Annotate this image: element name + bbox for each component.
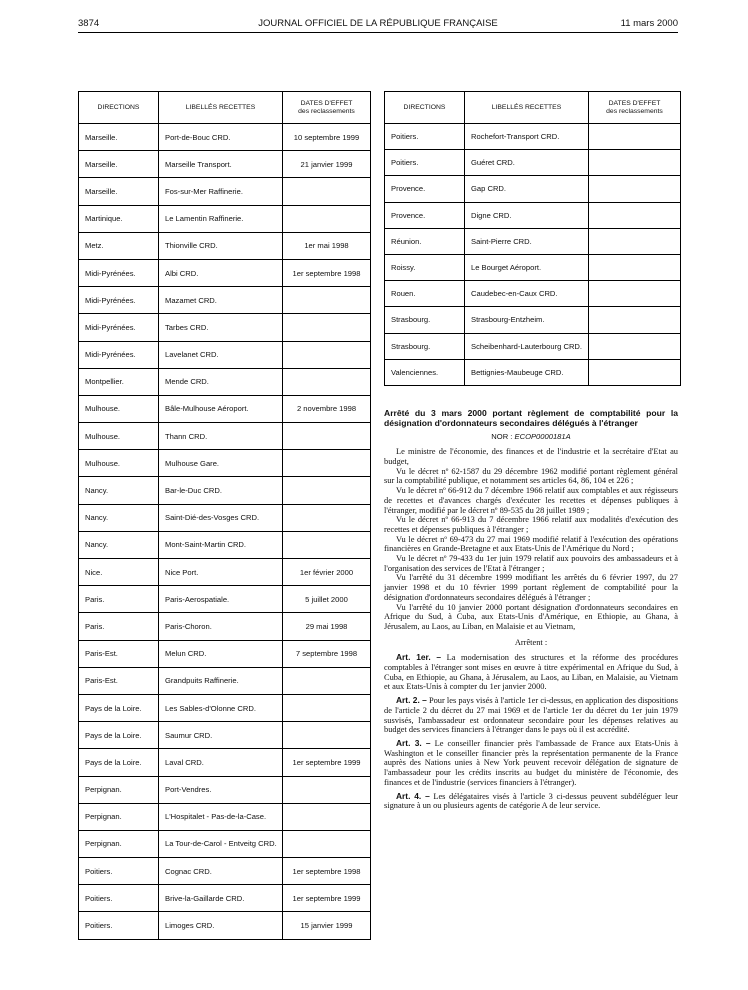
- direction-cell: Mulhouse.: [79, 423, 159, 450]
- col-header-directions: DIRECTIONS: [79, 92, 159, 124]
- libelle-cell: Laval CRD.: [159, 749, 283, 776]
- table-row: [385, 281, 681, 307]
- direction-cell: Paris.: [79, 613, 159, 640]
- libelle-cell: Guéret CRD.: [465, 150, 589, 176]
- libelle-cell: Mazamet CRD.: [159, 287, 283, 314]
- table-row: [79, 586, 371, 613]
- libelle-cell: Bettignies-Maubeuge CRD.: [465, 359, 589, 385]
- journal-title: JOURNAL OFFICIEL DE LA RÉPUBLIQUE FRANÇAISE: [258, 18, 498, 29]
- date-cell: 7 septembre 1998: [283, 640, 371, 667]
- direction-cell: Strasbourg.: [385, 307, 465, 333]
- direction-cell: Paris.: [79, 586, 159, 613]
- libelle-cell: Paris-Aerospatiale.: [159, 586, 283, 613]
- date-cell: [589, 307, 681, 333]
- date-cell: [283, 368, 371, 395]
- direction-cell: Perpignan.: [79, 803, 159, 830]
- table-row: [79, 287, 371, 314]
- date-cell: [283, 531, 371, 558]
- col-header-libelles: LIBELLÉS RECETTES: [465, 92, 589, 124]
- date-cell: [283, 477, 371, 504]
- libelle-cell: Grandpuits Raffinerie.: [159, 667, 283, 694]
- table-row: [79, 341, 371, 368]
- col-header-dates: DATES D'EFFET des reclassements: [283, 92, 371, 124]
- table-row: [79, 124, 371, 151]
- table-row: [385, 254, 681, 280]
- date-cell: [283, 423, 371, 450]
- direction-cell: Midi-Pyrénées.: [79, 259, 159, 286]
- libelle-cell: Cognac CRD.: [159, 858, 283, 885]
- direction-cell: Provence.: [385, 176, 465, 202]
- libelle-cell: Rochefort-Transport CRD.: [465, 124, 589, 150]
- direction-cell: Réunion.: [385, 228, 465, 254]
- right-table: [384, 91, 681, 386]
- date-cell: [589, 124, 681, 150]
- table-row: [79, 803, 371, 830]
- libelle-cell: Albi CRD.: [159, 259, 283, 286]
- date-cell: [589, 359, 681, 385]
- date-cell: 10 septembre 1999: [283, 124, 371, 151]
- table-row: [79, 830, 371, 857]
- direction-cell: Martinique.: [79, 205, 159, 232]
- date-cell: [589, 202, 681, 228]
- direction-cell: Paris-Est.: [79, 667, 159, 694]
- libelle-cell: Thionville CRD.: [159, 232, 283, 259]
- direction-cell: Midi-Pyrénées.: [79, 314, 159, 341]
- table-row: [79, 912, 371, 939]
- article-paragraph: Vu l'arrêté du 31 décembre 1999 modifiant les arrêtés du 6 février 1997, du 27 janvier 1998 et du 10 février 1999 portant règlement de comptabilité pour la désignation d'ordonnateurs secondaires délégués à l'étranger ;: [384, 573, 678, 602]
- date-cell: 1er février 2000: [283, 559, 371, 586]
- table-row: [79, 858, 371, 885]
- libelle-cell: Le Lamentin Raffinerie.: [159, 205, 283, 232]
- direction-cell: Nancy.: [79, 477, 159, 504]
- table-row: [79, 722, 371, 749]
- libelle-cell: La Tour-de-Carol - Entveitg CRD.: [159, 830, 283, 857]
- direction-cell: Pays de la Loire.: [79, 694, 159, 721]
- direction-cell: Midi-Pyrénées.: [79, 287, 159, 314]
- date-cell: [589, 281, 681, 307]
- col-header-directions: DIRECTIONS: [385, 92, 465, 124]
- libelle-cell: Les Sables-d'Olonne CRD.: [159, 694, 283, 721]
- direction-cell: Strasbourg.: [385, 333, 465, 359]
- libelle-cell: Mulhouse Gare.: [159, 450, 283, 477]
- date-cell: [283, 504, 371, 531]
- date-cell: [283, 830, 371, 857]
- libelle-cell: Scheibenhard-Lauterbourg CRD.: [465, 333, 589, 359]
- article-clause-label: Art. 2. –: [396, 695, 427, 706]
- direction-cell: Roissy.: [385, 254, 465, 280]
- table-row: [385, 124, 681, 150]
- direction-cell: Nancy.: [79, 531, 159, 558]
- decree-article: [384, 409, 678, 811]
- article-clause-label: Art. 3. –: [396, 737, 431, 748]
- direction-cell: Montpellier.: [79, 368, 159, 395]
- date-cell: [589, 254, 681, 280]
- direction-cell: Rouen.: [385, 281, 465, 307]
- libelle-cell: Brive-la-Gaillarde CRD.: [159, 885, 283, 912]
- date-cell: [283, 178, 371, 205]
- date-cell: [283, 287, 371, 314]
- table-row: [79, 178, 371, 205]
- libelle-cell: Fos-sur-Mer Raffinerie.: [159, 178, 283, 205]
- direction-cell: Marseille.: [79, 151, 159, 178]
- libelle-cell: Mont-Saint-Martin CRD.: [159, 531, 283, 558]
- table-row: [79, 477, 371, 504]
- article-clause: Art. 4. – Les délégataires visés à l'article 3 ci-dessus peuvent subdéléguer leur signature à un ou plusieurs agents de catégorie A de leur service.: [384, 790, 678, 811]
- table-row: [79, 885, 371, 912]
- libelle-cell: Marseille Transport.: [159, 151, 283, 178]
- col-header-dates: DATES D'EFFET des reclassements: [589, 92, 681, 124]
- article-clauses: [384, 653, 678, 811]
- libelle-cell: Tarbes CRD.: [159, 314, 283, 341]
- arretent-heading: Arrêtent :: [514, 637, 548, 647]
- table-row: [79, 776, 371, 803]
- date-cell: 15 janvier 1999: [283, 912, 371, 939]
- direction-cell: Pays de la Loire.: [79, 722, 159, 749]
- date-cell: [283, 314, 371, 341]
- table-row: [79, 613, 371, 640]
- libelle-cell: Saint-Dié-des-Vosges CRD.: [159, 504, 283, 531]
- libelle-cell: Strasbourg-Entzheim.: [465, 307, 589, 333]
- libelle-cell: Mende CRD.: [159, 368, 283, 395]
- libelle-cell: Nice Port.: [159, 559, 283, 586]
- date-cell: 1er septembre 1998: [283, 858, 371, 885]
- direction-cell: Perpignan.: [79, 776, 159, 803]
- table-row: [79, 749, 371, 776]
- article-paragraph: Vu l'arrêté du 10 janvier 2000 portant désignation d'ordonnateurs secondaires en Afrique du Sud, à Cuba, aux Etats-Unis d'Amérique, en Ethiopie, au Ghana, à Jérusalem, au Laos, au Liban, en Malaisie et au Vietnam,: [384, 602, 678, 631]
- article-paragraph: Vu le décret nº 66-913 du 7 décembre 1966 relatif aux modalités d'exécution des recettes et dépenses publiques à l'étranger ;: [384, 515, 678, 534]
- right-table-body: [385, 124, 681, 386]
- direction-cell: Paris-Est.: [79, 640, 159, 667]
- direction-cell: Poitiers.: [385, 150, 465, 176]
- libelle-cell: Bâle-Mulhouse Aéroport.: [159, 395, 283, 422]
- direction-cell: Metz.: [79, 232, 159, 259]
- article-clause: Art. 2. – Pour les pays visés à l'article 1er ci-dessus, en application des dispositions de l'article 2 du décret du 27 mai 1969 et de l'article 1er du décret du 1er juin 1979 susvisés, l'ambassadeur est ordonnateur secondaire pour les dépenses relatives au budget des services financiers à l'étranger dans le pays où il est accrédité.: [384, 695, 678, 735]
- table-row: [79, 559, 371, 586]
- libelle-cell: Bar-le-Duc CRD.: [159, 477, 283, 504]
- direction-cell: Mulhouse.: [79, 450, 159, 477]
- issue-date: 11 mars 2000: [620, 18, 678, 29]
- left-table-body: [79, 124, 371, 940]
- direction-cell: Marseille.: [79, 178, 159, 205]
- date-cell: [283, 694, 371, 721]
- table-row: [79, 151, 371, 178]
- article-paragraph: Vu le décret nº 62-1587 du 29 décembre 1962 modifié portant règlement général sur la comptabilité publique, et notamment ses articles 64, 86, 104 et 226 ;: [384, 466, 678, 486]
- date-cell: 1er septembre 1999: [283, 749, 371, 776]
- table-row: [79, 395, 371, 422]
- article-paragraph: Vu le décret nº 69-473 du 27 mai 1969 modifié relatif à l'exécution des opérations financières en Grande-Bretagne et aux Etats-Unis de l'Amérique du Nord ;: [384, 534, 678, 554]
- article-clause-label: Art. 4. –: [396, 790, 430, 801]
- article-paragraph: Vu le décret nº 79-433 du 1er juin 1979 relatif aux pouvoirs des ambassadeurs et à l'organisation des services de l'Etat à l'étranger ;: [384, 554, 678, 573]
- header-rule: [78, 32, 678, 33]
- direction-cell: Marseille.: [79, 124, 159, 151]
- date-cell: 21 janvier 1999: [283, 151, 371, 178]
- article-paragraph: Vu le décret nº 66-912 du 7 décembre 1966 relatif aux comptables et aux régisseurs de recettes et d'avances chargés d'exécuter les recettes et dépenses publiques à l'étranger, modifié par le décret nº 89-535 du 28 juillet 1989 ;: [384, 486, 678, 515]
- article-clause: Art. 3. – Le conseiller financier près l'ambassade de France aux Etats-Unis à Washington et le conseiller financier près la représentation permanente de la France auprès des Nations unies à New York peuvent recevoir délégation de signature de l'ambassadeur pour les crédits inscrits au budget du ministère de l'économie, des finances et de l'industrie (services financiers à l'étranger).: [384, 737, 678, 787]
- date-cell: [283, 667, 371, 694]
- direction-cell: Poitiers.: [385, 124, 465, 150]
- table-row: [79, 259, 371, 286]
- libelle-cell: Melun CRD.: [159, 640, 283, 667]
- direction-cell: Nice.: [79, 559, 159, 586]
- direction-cell: Poitiers.: [79, 858, 159, 885]
- direction-cell: Poitiers.: [79, 885, 159, 912]
- libelle-cell: Thann CRD.: [159, 423, 283, 450]
- date-cell: [589, 150, 681, 176]
- table-row: [385, 307, 681, 333]
- table-row: [79, 667, 371, 694]
- date-cell: 5 juillet 2000: [283, 586, 371, 613]
- libelle-cell: Gap CRD.: [465, 176, 589, 202]
- date-cell: [283, 341, 371, 368]
- date-cell: [283, 450, 371, 477]
- table-row: [79, 423, 371, 450]
- libelle-cell: L'Hospitalet - Pas-de-la-Case.: [159, 803, 283, 830]
- table-row: [79, 640, 371, 667]
- table-row: [79, 314, 371, 341]
- direction-cell: Midi-Pyrénées.: [79, 341, 159, 368]
- table-row: [385, 176, 681, 202]
- date-cell: [589, 228, 681, 254]
- article-title: Arrêté du 3 mars 2000 portant règlement de comptabilité pour la désignation d'ordonnateurs secondaires délégués à l'étranger: [384, 408, 678, 428]
- libelle-cell: Port-Vendres.: [159, 776, 283, 803]
- libelle-cell: Limoges CRD.: [159, 912, 283, 939]
- date-cell: [589, 176, 681, 202]
- direction-cell: Pays de la Loire.: [79, 749, 159, 776]
- date-cell: 1er septembre 1999: [283, 885, 371, 912]
- table-row: [79, 368, 371, 395]
- direction-cell: Mulhouse.: [79, 395, 159, 422]
- table-row: [79, 232, 371, 259]
- libelle-cell: Lavelanet CRD.: [159, 341, 283, 368]
- libelle-cell: Port-de-Bouc CRD.: [159, 124, 283, 151]
- direction-cell: Nancy.: [79, 504, 159, 531]
- libelle-cell: Le Bourget Aéroport.: [465, 254, 589, 280]
- article-clause-label: Art. 1er. –: [396, 652, 442, 663]
- nor-reference: NOR : ECOP0000181A: [491, 431, 571, 441]
- table-row: [385, 202, 681, 228]
- date-cell: 1er mai 1998: [283, 232, 371, 259]
- libelle-cell: Caudebec-en-Caux CRD.: [465, 281, 589, 307]
- direction-cell: Poitiers.: [79, 912, 159, 939]
- article-paragraph: Le ministre de l'économie, des finances et de l'industrie et la secrétaire d'Etat au budget,: [384, 447, 678, 466]
- table-row: [79, 450, 371, 477]
- table-row: [79, 531, 371, 558]
- article-clause: Art. 1er. – La modernisation des structures et la réforme des procédures comptables à l'étranger sont mises en œuvre à titre expérimental en Afrique du Sud, à Cuba, en Ethiopie, au Ghana, à Jérusalem, au Laos, au Liban, en Malaisie, au Vietnam et aux Etats-Unis à compter du 1er janvier 2000.: [384, 652, 678, 692]
- direction-cell: Perpignan.: [79, 830, 159, 857]
- date-cell: 2 novembre 1998: [283, 395, 371, 422]
- libelle-cell: Saumur CRD.: [159, 722, 283, 749]
- libelle-cell: Saint-Pierre CRD.: [465, 228, 589, 254]
- left-table: [78, 91, 371, 940]
- date-cell: [283, 803, 371, 830]
- table-row: [385, 333, 681, 359]
- page-number: 3874: [78, 18, 100, 29]
- table-row: [385, 150, 681, 176]
- date-cell: [283, 205, 371, 232]
- date-cell: 29 mai 1998: [283, 613, 371, 640]
- page-header: [78, 18, 678, 32]
- table-row: [385, 359, 681, 385]
- date-cell: [283, 776, 371, 803]
- date-cell: [283, 722, 371, 749]
- libelle-cell: Digne CRD.: [465, 202, 589, 228]
- date-cell: [589, 333, 681, 359]
- table-row: [385, 228, 681, 254]
- date-cell: 1er septembre 1998: [283, 259, 371, 286]
- libelle-cell: Paris-Choron.: [159, 613, 283, 640]
- table-row: [79, 694, 371, 721]
- table-row: [79, 504, 371, 531]
- direction-cell: Provence.: [385, 202, 465, 228]
- col-header-libelles: LIBELLÉS RECETTES: [159, 92, 283, 124]
- table-row: [79, 205, 371, 232]
- direction-cell: Valenciennes.: [385, 359, 465, 385]
- article-paragraphs: [384, 447, 678, 631]
